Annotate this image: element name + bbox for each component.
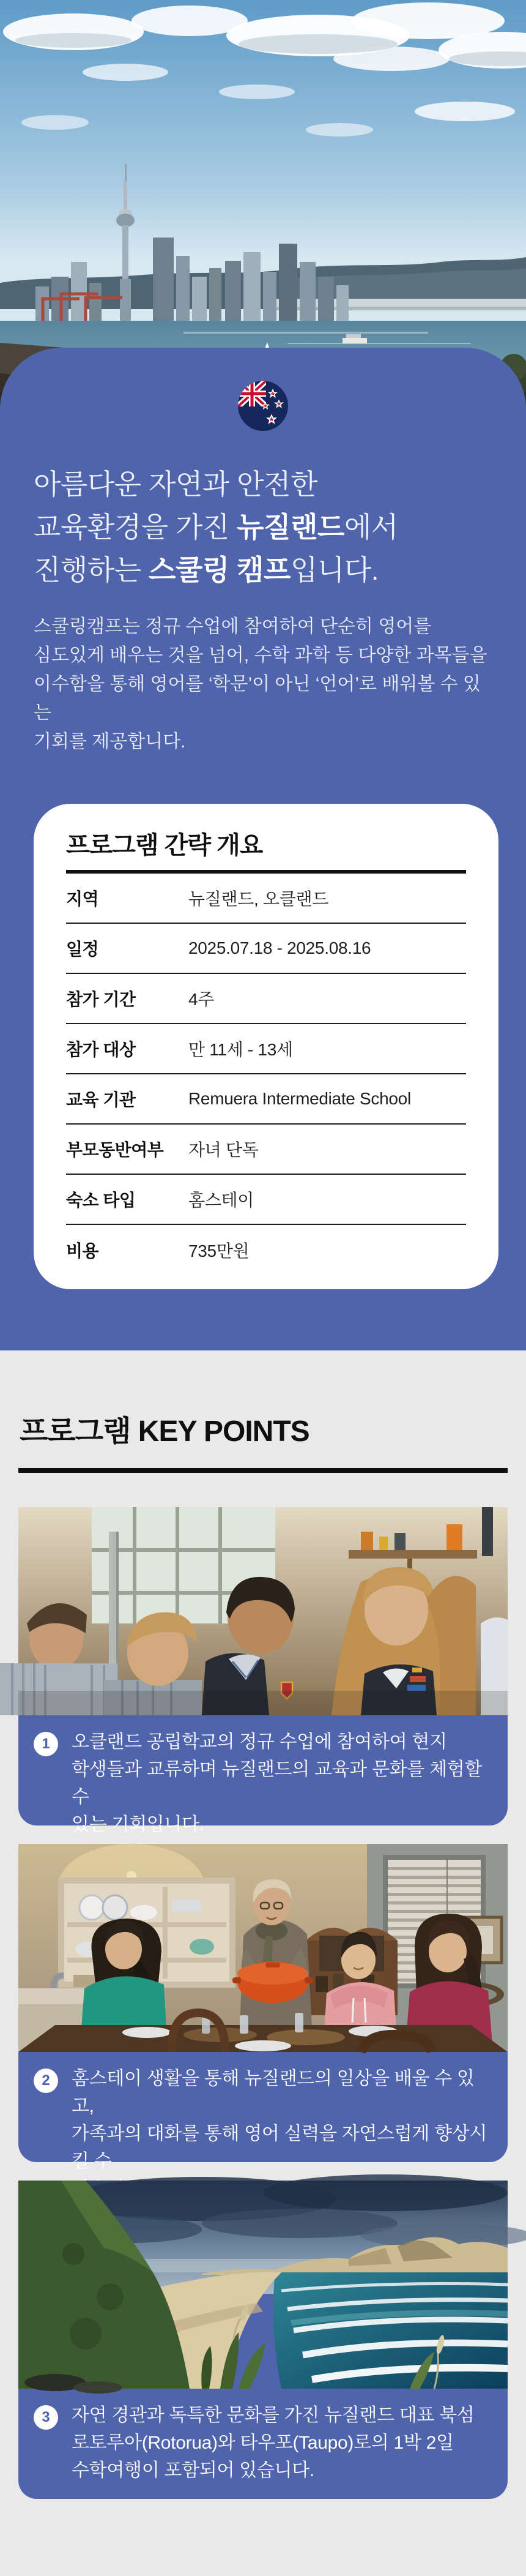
key-point-text	[72, 2065, 489, 2171]
key-point-card-1	[18, 1507, 508, 1835]
overview-row-label: 지역	[66, 889, 99, 908]
overview-row-lodging	[66, 1175, 466, 1225]
overview-row-value: 4주	[188, 990, 215, 1009]
homestay-photo	[18, 1844, 508, 2052]
key-points-heading: 프로그램 KEY POINTS	[20, 1415, 309, 1448]
caption-line: 학생들과 교류하며 뉴질랜드의 교육과 문화를 체험할 수	[72, 1759, 483, 1807]
overview-row-cost	[66, 1225, 466, 1275]
key-point-caption-3	[18, 2389, 508, 2499]
caption-line: 홈스테이 생활을 통해 뉴질랜드의 일상을 배울 수 있고,	[72, 2069, 475, 2116]
nz-flag-icon	[238, 381, 288, 431]
caption-line: 수학여행이 포함되어 있습니다.	[72, 2460, 314, 2481]
overview-row-label: 부모동반여부	[66, 1140, 164, 1159]
program-overview-card	[34, 804, 498, 1289]
intro-section	[0, 348, 526, 1350]
overview-row-label: 숙소 타입	[66, 1191, 136, 1210]
overview-row-label: 교육 기관	[66, 1090, 136, 1109]
overview-row-region	[66, 874, 466, 924]
intro-paragraph-line: 스쿨링캠프는 정규 수업에 참여하여 단순히 영어를	[34, 616, 432, 637]
overview-row-value: Remuera Intermediate School	[188, 1089, 411, 1108]
key-point-caption-2	[18, 2052, 508, 2171]
overview-row-value: 뉴질랜드, 오클랜드	[188, 889, 328, 908]
caption-line: 가족과의 대화를 통해 영어 실력을 자연스럽게 향상시킬 수	[72, 2124, 487, 2171]
overview-row-label: 비용	[66, 1241, 99, 1260]
intro-heading	[34, 463, 492, 591]
overview-row-value: 만 11세 - 13세	[188, 1040, 293, 1059]
overview-row-duration	[66, 974, 466, 1024]
caption-line: 자연 경관과 독특한 문화를 가진 뉴질랜드 대표 북섬	[72, 2405, 475, 2425]
key-point-caption-1	[18, 1715, 508, 1835]
caption-line: 있는 기회입니다.	[72, 1814, 204, 1835]
intro-heading-line3: 진행하는 스쿨링 캠프입니다.	[34, 554, 379, 586]
overview-row-schedule	[66, 924, 466, 974]
intro-heading-line1: 아름다운 자연과 안전한	[34, 468, 317, 500]
overview-row-label: 일정	[66, 940, 99, 959]
overview-row-target-age	[66, 1024, 466, 1074]
point-number-badge: 1	[34, 1732, 58, 1756]
classroom-photo	[18, 1507, 508, 1715]
point-number-badge: 2	[34, 2069, 58, 2093]
overview-row-parent-accompany	[66, 1125, 466, 1175]
intro-paragraph-line: 심도있게 배우는 것을 넘어, 수학 과학 등 다양한 과목들을	[34, 645, 487, 665]
key-point-text	[72, 2402, 475, 2499]
intro-paragraph	[34, 612, 492, 756]
key-point-card-2	[18, 1844, 508, 2171]
overview-row-label: 참가 대상	[66, 1040, 136, 1059]
point-number-badge: 3	[34, 2405, 58, 2430]
key-points-underline	[18, 1468, 508, 1473]
overview-row-value: 홈스테이	[188, 1191, 254, 1210]
intro-paragraph-line: 기회를 제공합니다.	[34, 732, 186, 752]
key-point-card-3	[18, 2181, 508, 2499]
overview-row-institution	[66, 1074, 466, 1125]
overview-row-label: 참가 기간	[66, 990, 136, 1009]
caption-line: 오클랜드 공립학교의 정규 수업에 참여하여 현지	[72, 1732, 447, 1752]
intro-paragraph-line: 이수함을 통해 영어를 ‘학문’이 아닌 ‘언어’로 배워볼 수 있는	[34, 674, 481, 723]
beach-photo	[18, 2181, 508, 2389]
caption-line: 로토루아(Rotorua)와 타우포(Taupo)로의 1박 2일	[72, 2433, 454, 2453]
intro-heading-line2: 교육환경을 가진 뉴질랜드에서	[34, 511, 398, 543]
key-points-section	[0, 1350, 526, 2576]
overview-row-value: 2025.07.18 - 2025.08.16	[188, 938, 371, 957]
overview-row-value: 자녀 단독	[188, 1140, 259, 1159]
overview-title: 프로그램 간략 개요	[66, 832, 263, 859]
overview-row-value: 735만원	[188, 1241, 250, 1260]
key-point-text	[72, 1728, 489, 1835]
